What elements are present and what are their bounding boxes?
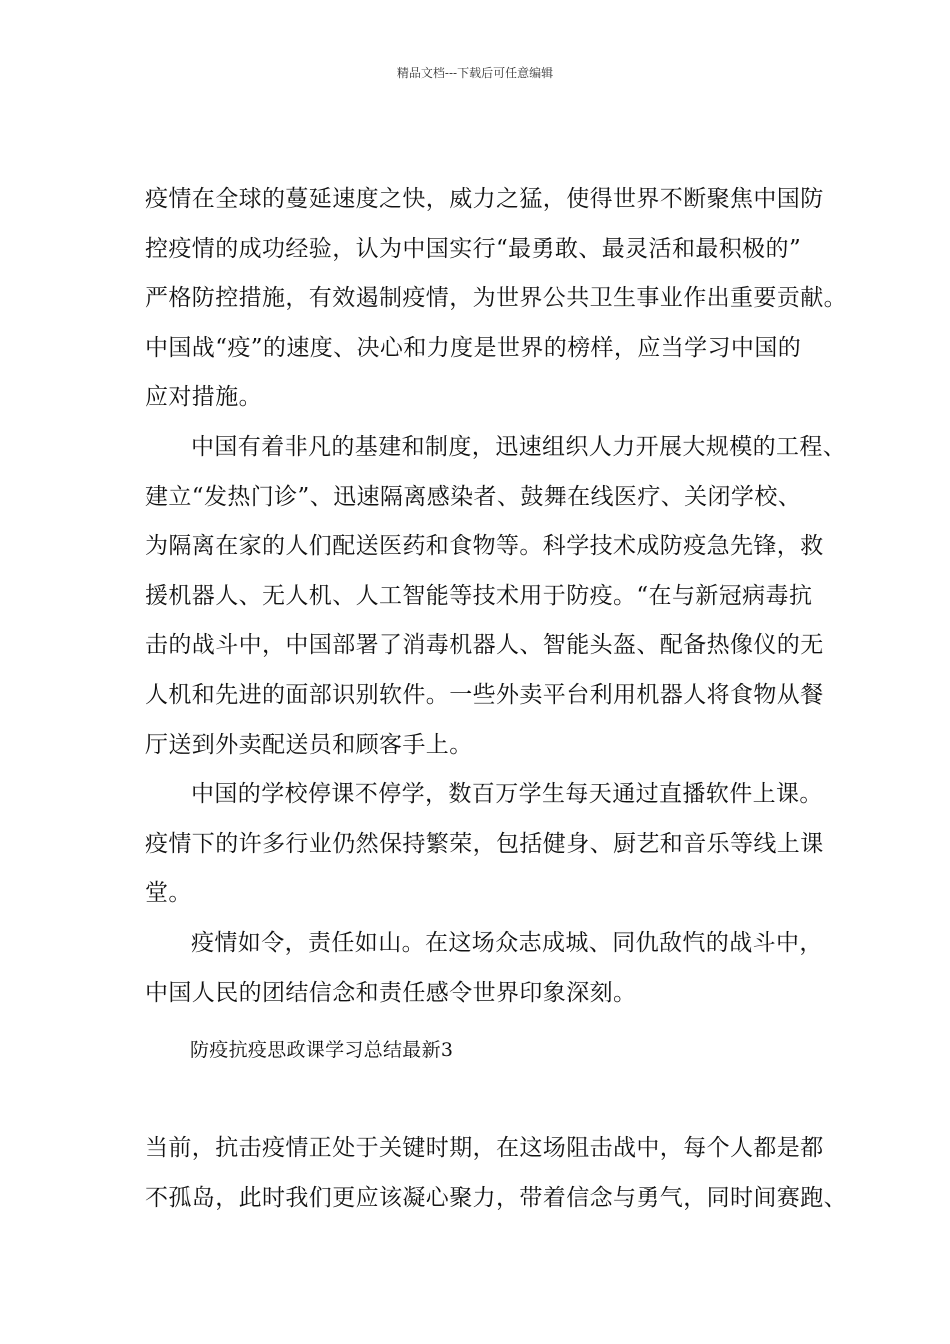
text-line: 援机器人、无人机、人工智能等技术用于防疫。“在与新冠病毒抗 (145, 582, 813, 609)
text-line: 严格防控措施，有效遏制疫情，为世界公共卫生事业作出重要贡献。 (145, 285, 847, 312)
section-heading: 防疫抗疫思政课学习总结最新3 (190, 1039, 454, 1061)
paragraph-5 (145, 1124, 847, 1223)
paragraph-1 (145, 175, 847, 423)
text-line: 中国人民的团结信念和责任感令世界印象深刻。 (145, 979, 637, 1006)
paragraph-4 (145, 919, 825, 1018)
text-line: 不孤岛，此时我们更应该凝心聚力，带着信念与勇气，同时间赛跑、 (145, 1184, 847, 1211)
text-line: 中国有着非凡的基建和制度，迅速组织人力开展大规模的工程、 (191, 433, 847, 460)
text-line: 击的战斗中，中国部署了消毒机器人、智能头盔、配备热像仪的无 (145, 632, 824, 659)
text-line: 为隔离在家的人们配送医药和食物等。科学技术成防疫急先锋，救 (145, 533, 824, 560)
text-line: 应对措施。 (145, 384, 262, 411)
text-line: 控疫情的成功经验，认为中国实行“最勇敢、最灵活和最积极的” (145, 235, 802, 262)
text-line: 中国的学校停课不停学，数百万学生每天通过直播软件上课。 (191, 781, 823, 808)
text-line: 厅送到外卖配送员和顾客手上。 (145, 731, 473, 758)
text-line: 堂。 (145, 880, 192, 907)
body-text (145, 175, 847, 1018)
text-line: 建立“发热门诊”、迅速隔离感染者、鼓舞在线医疗、关闭学校、 (145, 483, 802, 510)
paragraph-2 (145, 423, 847, 770)
text-line: 疫情在全球的蔓延速度之快，威力之猛，使得世界不断聚焦中国防 (145, 186, 824, 212)
text-line: 当前，抗击疫情正处于关键时期，在这场阻击战中，每个人都是都 (145, 1135, 824, 1161)
closing-text (145, 1124, 847, 1223)
text-line: 中国战“疫”的速度、决心和力度是世界的榜样，应当学习中国的 (145, 334, 802, 361)
text-line: 疫情下的许多行业仍然保持繁荣，包括健身、厨艺和音乐等线上课 (145, 830, 824, 857)
paragraph-3 (145, 770, 825, 919)
text-line: 疫情如令，责任如山。在这场众志成城、同仇敌忾的战斗中， (191, 929, 823, 956)
text-line: 人机和先进的面部识别软件。一些外卖平台利用机器人将食物从餐 (145, 681, 824, 708)
page-header: 精品文档---下载后可任意编辑 (396, 66, 554, 80)
